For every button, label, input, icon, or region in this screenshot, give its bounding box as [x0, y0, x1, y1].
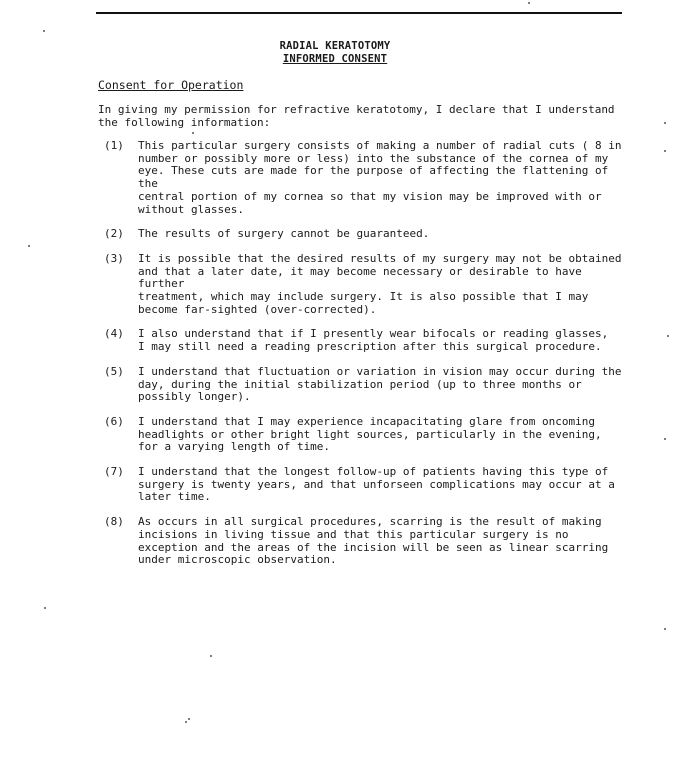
document-title — [200, 40, 470, 66]
scan-speck — [43, 30, 45, 32]
consent-item-5 — [98, 366, 623, 404]
scan-speck — [210, 655, 212, 657]
item-text: It is possible that the desired results of my surgery may not be obtained and that a later date, it may become necessary or desirable to have further treatment, which may include surgery. It is also possible that I may become far-sighted (over-corrected). — [138, 251, 622, 316]
item-number: (8) — [104, 515, 124, 529]
item-text: I understand that the longest follow-up of patients having this type of surgery is twenty years, and that unforseen complications may occur at a later time. — [138, 465, 615, 504]
item-number: (6) — [104, 414, 124, 428]
title-line-1: RADIAL KERATOTOMY — [279, 40, 391, 52]
item-number: (5) — [104, 364, 124, 378]
consent-item-1 — [98, 140, 623, 216]
scan-speck — [188, 718, 190, 720]
consent-item-2 — [98, 228, 623, 241]
scan-speck — [28, 245, 30, 247]
item-text: The results of surgery cannot be guaranteed. — [138, 227, 430, 241]
intro-paragraph: In giving my permission for refractive keratotomy, I declare that I understand the following information: — [98, 103, 615, 129]
item-number: (7) — [104, 465, 124, 479]
section-heading: Consent for Operation — [98, 78, 244, 92]
scan-speck — [664, 122, 666, 124]
scan-speck — [528, 2, 530, 4]
item-number: (4) — [104, 327, 124, 341]
top-rule — [96, 12, 622, 14]
item-number: (2) — [104, 227, 124, 241]
scan-speck — [664, 438, 666, 440]
title-line-2: INFORMED CONSENT — [282, 53, 388, 65]
consent-item-6 — [98, 416, 623, 454]
consent-item-7 — [98, 466, 623, 504]
consent-item-8 — [98, 516, 623, 567]
consent-item-3 — [98, 253, 623, 317]
scan-speck — [44, 607, 46, 609]
item-number: (3) — [104, 251, 124, 265]
item-text: This particular surgery consists of making a number of radial cuts ( 8 in number or possibly more or less) into the substance of the cornea of my eye. These cuts are made for the purpose of affecting the flattening of the central portion of my cornea so that my vision may be improved with or without glasses. — [138, 139, 622, 216]
consent-item-4 — [98, 328, 623, 353]
scan-speck — [667, 335, 669, 337]
scan-speck — [664, 150, 666, 152]
item-text: I understand that I may experience incapacitating glare from oncoming headlights or other bright light sources, particularly in the evening, for a varying length of time. — [138, 414, 602, 454]
item-number: (1) — [104, 139, 124, 152]
scan-speck — [185, 721, 187, 723]
scan-speck — [664, 628, 666, 630]
consent-items-list — [98, 140, 623, 579]
item-text: I understand that fluctuation or variation in vision may occur during the day, during the initial stabilization period (up to three months or possibly longer). — [138, 364, 622, 404]
scan-speck — [192, 132, 194, 134]
item-text: I also understand that if I presently wear bifocals or reading glasses, I may still need a reading prescription after this surgical procedure. — [138, 327, 609, 354]
item-text: As occurs in all surgical procedures, scarring is the result of making incisions in living tissue and that this particular surgery is no exception and the areas of the incision will be seen as linear scarring under microscopic observation. — [138, 515, 609, 567]
